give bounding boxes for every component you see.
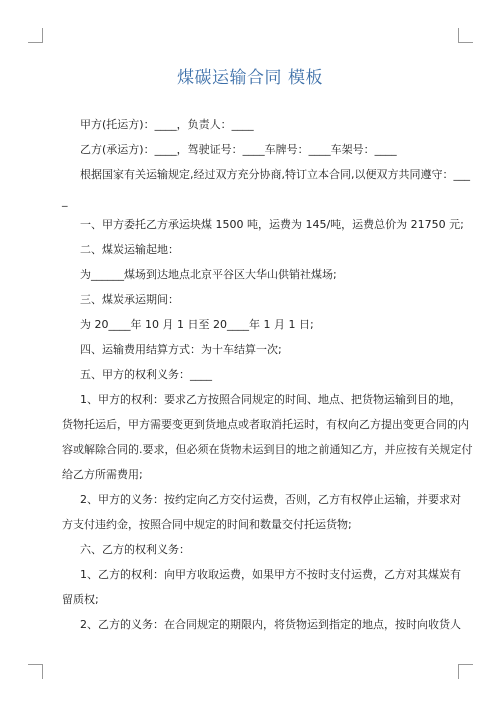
document-title: 煤碳运输合同 模板 bbox=[177, 68, 323, 88]
clause-2-body: 为______煤场到达地点北京平谷区大华山供销社煤场; bbox=[80, 268, 337, 281]
clause-5-2-line-1: 2、甲方的义务：按约定向乙方交付运费，否则，乙方有权停止运输，并要求对 bbox=[80, 493, 461, 506]
clause-3-body: 为 20____年 10 月 1 日至 20____年 1 月 1 日; bbox=[80, 318, 314, 331]
clause-6-heading: 六、乙方的权利义务： bbox=[80, 543, 190, 556]
party-b-line: 乙方(承运方)：____，驾驶证号：____车牌号：____车架号：____ bbox=[80, 143, 397, 156]
clause-6-1-line-1: 1、乙方的权利：向甲方收取运费，如果甲方不按时支付运费，乙方对其煤炭有 bbox=[80, 568, 461, 581]
clause-5-heading: 五、甲方的权利义务：____ bbox=[80, 368, 212, 381]
clause-5-2-line-2: 方支付违约金，按照合同中规定的时间和数量交付托运货物; bbox=[62, 518, 352, 531]
crop-mark-top-left bbox=[28, 28, 43, 43]
clause-5-1-line-1: 1、甲方的权利：要求乙方按照合同规定的时间、地点、把货物运输到目的地， bbox=[80, 393, 461, 406]
clause-1: 一、甲方委托乙方承运块煤 1500 吨，运费为 145/吨，运费总价为 21750 元; bbox=[80, 218, 464, 231]
clause-3-heading: 三、煤炭承运期间： bbox=[80, 293, 179, 306]
party-a-line: 甲方(托运方)：____，负责人：____ bbox=[80, 118, 254, 131]
clause-6-2-line-1: 2、乙方的义务：在合同规定的期限内，将货物运到指定的地点，按时向收货人 bbox=[80, 618, 461, 631]
clause-6-1-line-2: 留质权; bbox=[62, 593, 99, 606]
clause-5-1-line-4: 给乙方所需费用; bbox=[62, 468, 143, 481]
clause-2-heading: 二、煤炭运输起地： bbox=[80, 243, 179, 256]
crop-mark-bottom-right bbox=[458, 664, 473, 679]
clause-4: 四、运输费用结算方式：为十车结算一次; bbox=[80, 343, 282, 356]
clause-5-1-line-3: 容或解除合同的.要求，但必须在货物未运到目的地之前通知乙方，并应按有关规定付 bbox=[62, 443, 473, 456]
crop-mark-bottom-left bbox=[28, 664, 43, 679]
preamble-line: 根据国家有关运输规定,经过双方充分协商,特订立本合同,以便双方共同遵守：___ bbox=[80, 168, 470, 181]
clause-5-1-line-2: 货物托运后，甲方需要变更到货地点或者取消托运时，有权向乙方提出变更合同的内 bbox=[62, 418, 469, 431]
preamble-continuation: _ bbox=[62, 194, 68, 207]
crop-mark-top-right bbox=[458, 28, 473, 43]
